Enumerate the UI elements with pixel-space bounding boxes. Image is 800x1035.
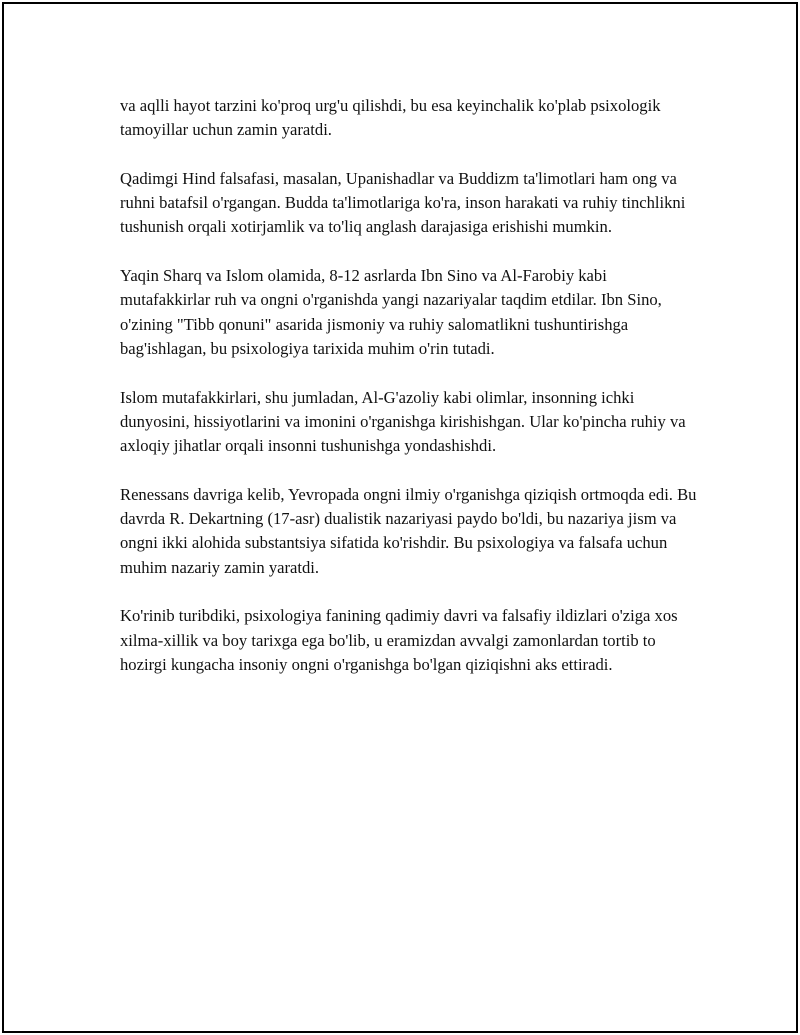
page-frame — [2, 2, 798, 1033]
paragraph-5: Renessans davriga kelib, Yevropada ongni ilmiy o'rganishga qiziqish ortmoqda edi. Bu davrda R. Dekartning (17-asr) dualistik nazariyasi paydo bo'ldi, bu nazariya jism va ongni ikki alohida substantsiya sifatida ko'rishdir. Bu psixologiya va falsafa uchun muhim nazariy zamin yaratdi. — [120, 484, 697, 577]
paragraph-1: va aqlli hayot tarzini ko'proq urg'u qilishdi, bu esa keyinchalik ko'plab psixologik tamoyillar uchun zamin yaratdi. — [120, 96, 661, 140]
paragraph-4: Islom mutafakkirlari, shu jumladan, Al-G'azoliy kabi olimlar, insonning ichki dunyosini, hissiyotlarini va imonini o'rganishga kirishishgan. Ular ko'pincha ruhiy va axloqiy jihatlar orqali insonni tushunishga yondashishdi. — [120, 387, 686, 456]
page-body — [120, 94, 700, 701]
paragraph-3: Yaqin Sharq va Islom olamida, 8-12 asrlarda Ibn Sino va Al-Farobiy kabi mutafakkirlar ruh va ongni o'rganishda yangi nazariyalar taqdim etdilar. Ibn Sino, o'zining "Tibb qonuni" asarida jismoniy va ruhiy salomatlikni tushuntirishga bag'ishlagan, bu psixologiya tarixida muhim o'rin tutadi. — [120, 266, 662, 358]
paragraph-6: Ko'rinib turibdiki, psixologiya fanining qadimiy davri va falsafiy ildizlari o'ziga xos xilma-xillik va boy tarixga ega bo'lib, u eramizdan avvalgi zamonlardan tortib to hozirgi kungacha insoniy ongni o'rganishga bo'lgan qiziqishni aks ettiradi. — [120, 606, 678, 674]
paragraph-2: Qadimgi Hind falsafasi, masalan, Upanishadlar va Buddizm ta'limotlari ham ong va ruhni batafsil o'rgangan. Budda ta'limotlariga ko'ra, inson harakati va ruhiy tinchlikni tushunish orqali xotirjamlik va to'liq anglash darajasiga erishishi mumkin. — [120, 168, 686, 237]
